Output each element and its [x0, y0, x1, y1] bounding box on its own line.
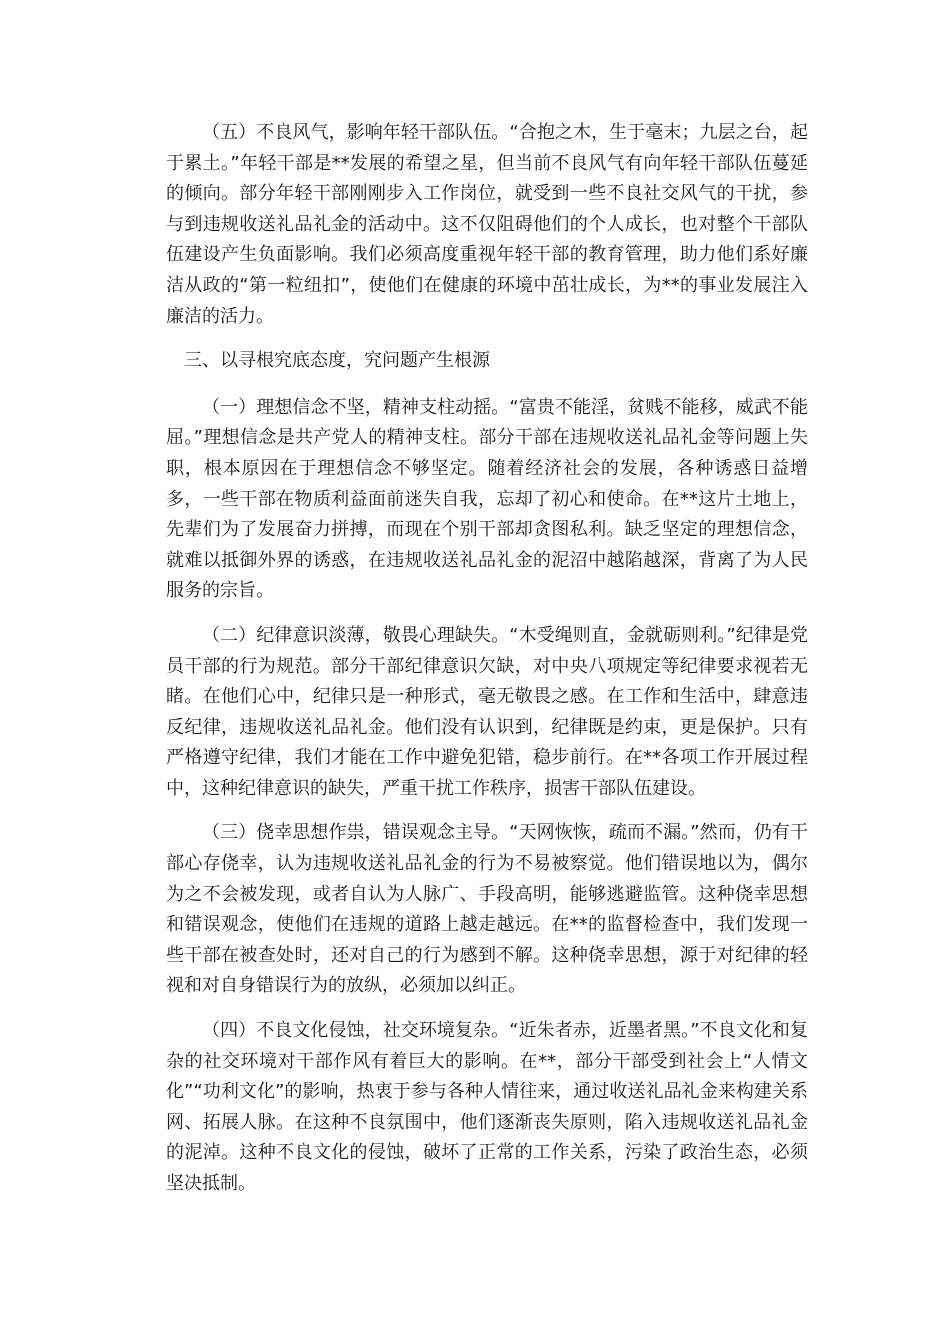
paragraph-three-fluke-mentality: （三）侥幸思想作祟，错误观念主导。“天网恢恢，疏而不漏。”然而，仍有干部心存侥幸，认为违规收送礼品礼金的行为不易被察觉。他们错误地以为，偶尔为之不会被发现，或者自认为人脉广、手段高明，能够逃避监管。这种侥幸思想和错误观念，使他们在违规的道路上越走越远。在**的监督检查中，我们发现一些干部在被查处时，还对自己的行为感到不解。这种侥幸思想，源于对纪律的轻视和对自身错误行为的放纵，必须加以纠正。: [166, 822, 808, 997]
document-body: [166, 118, 808, 1214]
paragraph-one-ideals-beliefs: （一）理想信念不坚，精神支柱动摇。“富贵不能淫，贫贱不能移，威武不能屈。”理想信念是共产党人的精神支柱。部分干部在违规收送礼品礼金等问题上失职，根本原因在于理想信念不够坚定。随着经济社会的发展，各种诱惑日益增多，一些干部在物质利益面前迷失自我，忘却了初心和使命。在**这片土地上，先辈们为了发展奋力拼搏，而现在个别干部却贪图私利。缺乏坚定的理想信念，就难以抵御外界的诱惑，在违规收送礼品礼金的泥沼中越陷越深，背离了为人民服务的宗旨。: [166, 396, 808, 602]
paragraph-five-bad-atmosphere: （五）不良风气，影响年轻干部队伍。“合抱之木，生于毫末；九层之台，起于累土。”年轻干部是**发展的希望之星，但当前不良风气有向年轻干部队伍蔓延的倾向。部分年轻干部刚刚步入工作岗位，就受到一些不良社交风气的干扰，参与到违规收送礼品礼金的活动中。这不仅阻碍他们的个人成长，也对整个干部队伍建设产生负面影响。我们必须高度重视年轻干部的教育管理，助力他们系好廉洁从政的“第一粒纽扣”，使他们在健康的环境中茁壮成长，为**的事业发展注入廉洁的活力。: [166, 122, 808, 327]
paragraph-two-discipline-awareness: （二）纪律意识淡薄，敬畏心理缺失。“木受绳则直，金就砺则利。”纪律是党员干部的行为规范。部分干部纪律意识欠缺，对中央八项规定等纪律要求视若无睹。在他们心中，纪律只是一种形式，毫无敬畏之感。在工作和生活中，肆意违反纪律，违规收送礼品礼金。他们没有认识到，纪律既是约束，更是保护。只有严格遵守纪律，我们才能在工作中避免犯错，稳步前行。在**各项工作开展过程中，这种纪律意识的缺失，严重干扰工作秩序，损害干部队伍建设。: [166, 624, 808, 799]
section-three-heading: 三、以寻根究底态度，究问题产生根源: [184, 350, 490, 372]
paragraph-four-bad-culture: （四）不良文化侵蚀，社交环境复杂。“近朱者赤，近墨者黑。”不良文化和复杂的社交环境对干部作风有着巨大的影响。在**，部分干部受到社会上“人情文化”“功利文化”的影响，热衷于参与各种人情往来，通过收送礼品礼金来构建关系网、拓展人脉。在这种不良氛围中，他们逐渐丧失原则，陷入违规收送礼品礼金的泥淖。这种不良文化的侵蚀，破坏了正常的工作关系，污染了政治生态，必须坚决抵制。: [166, 1020, 808, 1194]
